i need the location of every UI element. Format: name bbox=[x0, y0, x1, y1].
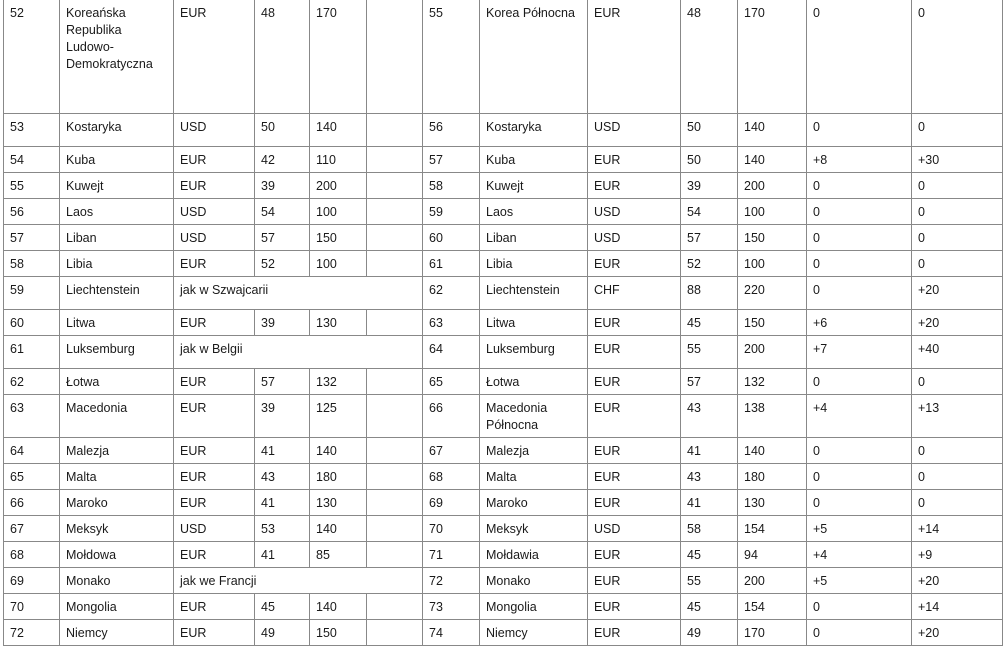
new-country-cell: Maroko bbox=[480, 490, 588, 516]
new-lp-cell: 71 bbox=[423, 542, 480, 568]
old-lp-cell: 58 bbox=[4, 251, 60, 277]
new-lp-cell: 59 bbox=[423, 199, 480, 225]
new-lp-cell: 74 bbox=[423, 620, 480, 646]
table-row bbox=[4, 542, 1003, 568]
new-hotel-limit-cell: 220 bbox=[738, 277, 807, 310]
old-currency-cell: EUR bbox=[174, 620, 255, 646]
new-daily-allowance-cell: 48 bbox=[681, 0, 738, 114]
old-daily-allowance-cell: 54 bbox=[255, 199, 310, 225]
old-lp-cell: 57 bbox=[4, 225, 60, 251]
old-lp-cell: 53 bbox=[4, 114, 60, 147]
new-daily-allowance-cell: 58 bbox=[681, 516, 738, 542]
diff-hotel-limit-cell: 0 bbox=[912, 114, 1003, 147]
old-country-cell: Malta bbox=[60, 464, 174, 490]
old-hotel-limit-cell: 140 bbox=[310, 114, 367, 147]
diff-hotel-limit-cell: +9 bbox=[912, 542, 1003, 568]
diff-hotel-limit-cell: +20 bbox=[912, 277, 1003, 310]
new-currency-cell: USD bbox=[588, 114, 681, 147]
old-currency-cell: EUR bbox=[174, 147, 255, 173]
new-currency-cell: EUR bbox=[588, 310, 681, 336]
old-country-cell: Kuba bbox=[60, 147, 174, 173]
new-country-cell: Liban bbox=[480, 225, 588, 251]
old-lp-cell: 66 bbox=[4, 490, 60, 516]
old-currency-cell: EUR bbox=[174, 438, 255, 464]
table-row bbox=[4, 225, 1003, 251]
diff-daily-allowance-cell: 0 bbox=[807, 594, 912, 620]
new-hotel-limit-cell: 100 bbox=[738, 251, 807, 277]
old-daily-allowance-cell: 45 bbox=[255, 594, 310, 620]
old-hotel-limit-cell: 140 bbox=[310, 438, 367, 464]
table-row bbox=[4, 277, 1003, 310]
old-lp-cell: 63 bbox=[4, 395, 60, 438]
new-hotel-limit-cell: 100 bbox=[738, 199, 807, 225]
new-lp-cell: 60 bbox=[423, 225, 480, 251]
diff-daily-allowance-cell: +5 bbox=[807, 568, 912, 594]
old-hotel-limit-cell: 130 bbox=[310, 310, 367, 336]
old-daily-allowance-cell: 57 bbox=[255, 225, 310, 251]
old-daily-allowance-cell: 53 bbox=[255, 516, 310, 542]
old-lp-cell: 52 bbox=[4, 0, 60, 114]
old-hotel-limit-cell: 100 bbox=[310, 199, 367, 225]
new-currency-cell: EUR bbox=[588, 542, 681, 568]
new-daily-allowance-cell: 50 bbox=[681, 114, 738, 147]
new-country-cell: Kostaryka bbox=[480, 114, 588, 147]
new-daily-allowance-cell: 41 bbox=[681, 490, 738, 516]
new-hotel-limit-cell: 154 bbox=[738, 594, 807, 620]
new-daily-allowance-cell: 43 bbox=[681, 395, 738, 438]
new-hotel-limit-cell: 140 bbox=[738, 114, 807, 147]
rates-table bbox=[3, 0, 1003, 646]
old-daily-allowance-cell: 52 bbox=[255, 251, 310, 277]
old-currency-cell: USD bbox=[174, 199, 255, 225]
new-lp-cell: 63 bbox=[423, 310, 480, 336]
new-lp-cell: 58 bbox=[423, 173, 480, 199]
old-lp-cell: 62 bbox=[4, 369, 60, 395]
old-country-cell: Monako bbox=[60, 568, 174, 594]
old-hotel-limit-cell: 130 bbox=[310, 490, 367, 516]
new-country-cell: Korea Północna bbox=[480, 0, 588, 114]
new-currency-cell: EUR bbox=[588, 594, 681, 620]
table-row bbox=[4, 114, 1003, 147]
old-daily-allowance-cell: 41 bbox=[255, 438, 310, 464]
new-currency-cell: EUR bbox=[588, 490, 681, 516]
spacer-cell bbox=[367, 594, 423, 620]
spacer-cell bbox=[367, 173, 423, 199]
diff-daily-allowance-cell: 0 bbox=[807, 369, 912, 395]
diff-hotel-limit-cell: 0 bbox=[912, 251, 1003, 277]
new-hotel-limit-cell: 200 bbox=[738, 568, 807, 594]
table-row bbox=[4, 620, 1003, 646]
new-daily-allowance-cell: 43 bbox=[681, 464, 738, 490]
new-currency-cell: EUR bbox=[588, 147, 681, 173]
diff-daily-allowance-cell: 0 bbox=[807, 464, 912, 490]
table-row bbox=[4, 173, 1003, 199]
diff-daily-allowance-cell: 0 bbox=[807, 225, 912, 251]
new-lp-cell: 65 bbox=[423, 369, 480, 395]
old-hotel-limit-cell: 140 bbox=[310, 516, 367, 542]
diff-daily-allowance-cell: +4 bbox=[807, 542, 912, 568]
new-country-cell: Laos bbox=[480, 199, 588, 225]
old-currency-cell: EUR bbox=[174, 369, 255, 395]
new-currency-cell: EUR bbox=[588, 369, 681, 395]
old-country-cell: Meksyk bbox=[60, 516, 174, 542]
diff-hotel-limit-cell: +30 bbox=[912, 147, 1003, 173]
new-daily-allowance-cell: 41 bbox=[681, 438, 738, 464]
spacer-cell bbox=[367, 464, 423, 490]
new-hotel-limit-cell: 150 bbox=[738, 310, 807, 336]
old-lp-cell: 65 bbox=[4, 464, 60, 490]
old-hotel-limit-cell: 150 bbox=[310, 225, 367, 251]
old-country-cell: Libia bbox=[60, 251, 174, 277]
old-daily-allowance-cell: 42 bbox=[255, 147, 310, 173]
old-currency-cell: EUR bbox=[174, 0, 255, 114]
table-row bbox=[4, 310, 1003, 336]
new-hotel-limit-cell: 140 bbox=[738, 147, 807, 173]
new-lp-cell: 70 bbox=[423, 516, 480, 542]
new-daily-allowance-cell: 88 bbox=[681, 277, 738, 310]
old-daily-allowance-cell: 49 bbox=[255, 620, 310, 646]
new-daily-allowance-cell: 45 bbox=[681, 310, 738, 336]
old-country-cell: Łotwa bbox=[60, 369, 174, 395]
table-row bbox=[4, 251, 1003, 277]
diff-hotel-limit-cell: 0 bbox=[912, 438, 1003, 464]
old-lp-cell: 60 bbox=[4, 310, 60, 336]
diff-daily-allowance-cell: 0 bbox=[807, 114, 912, 147]
new-country-cell: Mongolia bbox=[480, 594, 588, 620]
old-country-cell: Luksemburg bbox=[60, 336, 174, 369]
diff-hotel-limit-cell: 0 bbox=[912, 0, 1003, 114]
old-lp-cell: 54 bbox=[4, 147, 60, 173]
old-country-cell: Malezja bbox=[60, 438, 174, 464]
table-row bbox=[4, 568, 1003, 594]
spacer-cell bbox=[367, 310, 423, 336]
new-currency-cell: EUR bbox=[588, 620, 681, 646]
reference-note-cell: jak w Belgii bbox=[174, 336, 423, 369]
old-daily-allowance-cell: 41 bbox=[255, 542, 310, 568]
new-country-cell: Kuwejt bbox=[480, 173, 588, 199]
spacer-cell bbox=[367, 620, 423, 646]
new-daily-allowance-cell: 49 bbox=[681, 620, 738, 646]
diff-hotel-limit-cell: +20 bbox=[912, 620, 1003, 646]
spacer-cell bbox=[367, 114, 423, 147]
new-country-cell: Liechtenstein bbox=[480, 277, 588, 310]
new-currency-cell: EUR bbox=[588, 336, 681, 369]
old-hotel-limit-cell: 150 bbox=[310, 620, 367, 646]
diff-hotel-limit-cell: 0 bbox=[912, 199, 1003, 225]
old-lp-cell: 59 bbox=[4, 277, 60, 310]
old-country-cell: Koreańska Republika Ludowo-Demokratyczna bbox=[60, 0, 174, 114]
old-lp-cell: 67 bbox=[4, 516, 60, 542]
new-country-cell: Malezja bbox=[480, 438, 588, 464]
new-lp-cell: 72 bbox=[423, 568, 480, 594]
diff-daily-allowance-cell: 0 bbox=[807, 251, 912, 277]
table-row bbox=[4, 395, 1003, 438]
spacer-cell bbox=[367, 395, 423, 438]
new-country-cell: Mołdawia bbox=[480, 542, 588, 568]
old-daily-allowance-cell: 43 bbox=[255, 464, 310, 490]
diff-daily-allowance-cell: +4 bbox=[807, 395, 912, 438]
old-hotel-limit-cell: 132 bbox=[310, 369, 367, 395]
spacer-cell bbox=[367, 147, 423, 173]
new-country-cell: Macedonia Północna bbox=[480, 395, 588, 438]
old-currency-cell: EUR bbox=[174, 251, 255, 277]
old-country-cell: Macedonia bbox=[60, 395, 174, 438]
table-row bbox=[4, 147, 1003, 173]
new-currency-cell: EUR bbox=[588, 464, 681, 490]
old-currency-cell: EUR bbox=[174, 464, 255, 490]
old-currency-cell: USD bbox=[174, 114, 255, 147]
new-hotel-limit-cell: 94 bbox=[738, 542, 807, 568]
old-lp-cell: 72 bbox=[4, 620, 60, 646]
new-daily-allowance-cell: 54 bbox=[681, 199, 738, 225]
old-currency-cell: EUR bbox=[174, 542, 255, 568]
spacer-cell bbox=[367, 225, 423, 251]
new-daily-allowance-cell: 45 bbox=[681, 542, 738, 568]
new-daily-allowance-cell: 50 bbox=[681, 147, 738, 173]
diff-hotel-limit-cell: +14 bbox=[912, 594, 1003, 620]
diff-hotel-limit-cell: 0 bbox=[912, 225, 1003, 251]
new-lp-cell: 61 bbox=[423, 251, 480, 277]
diff-hotel-limit-cell: +40 bbox=[912, 336, 1003, 369]
table-row bbox=[4, 369, 1003, 395]
old-lp-cell: 61 bbox=[4, 336, 60, 369]
spacer-cell bbox=[367, 516, 423, 542]
new-currency-cell: USD bbox=[588, 225, 681, 251]
old-country-cell: Niemcy bbox=[60, 620, 174, 646]
new-lp-cell: 66 bbox=[423, 395, 480, 438]
diff-daily-allowance-cell: 0 bbox=[807, 438, 912, 464]
old-hotel-limit-cell: 180 bbox=[310, 464, 367, 490]
new-currency-cell: USD bbox=[588, 516, 681, 542]
new-daily-allowance-cell: 55 bbox=[681, 336, 738, 369]
new-currency-cell: EUR bbox=[588, 0, 681, 114]
old-lp-cell: 55 bbox=[4, 173, 60, 199]
diff-hotel-limit-cell: +20 bbox=[912, 310, 1003, 336]
new-hotel-limit-cell: 140 bbox=[738, 438, 807, 464]
new-currency-cell: EUR bbox=[588, 395, 681, 438]
old-daily-allowance-cell: 57 bbox=[255, 369, 310, 395]
new-currency-cell: EUR bbox=[588, 568, 681, 594]
old-currency-cell: EUR bbox=[174, 395, 255, 438]
new-daily-allowance-cell: 52 bbox=[681, 251, 738, 277]
diff-daily-allowance-cell: +6 bbox=[807, 310, 912, 336]
table-row bbox=[4, 199, 1003, 225]
diff-daily-allowance-cell: +7 bbox=[807, 336, 912, 369]
new-country-cell: Meksyk bbox=[480, 516, 588, 542]
old-lp-cell: 70 bbox=[4, 594, 60, 620]
table-body bbox=[4, 0, 1003, 646]
table-row bbox=[4, 464, 1003, 490]
old-hotel-limit-cell: 125 bbox=[310, 395, 367, 438]
new-country-cell: Malta bbox=[480, 464, 588, 490]
new-lp-cell: 56 bbox=[423, 114, 480, 147]
table-row bbox=[4, 438, 1003, 464]
new-hotel-limit-cell: 132 bbox=[738, 369, 807, 395]
new-country-cell: Luksemburg bbox=[480, 336, 588, 369]
new-hotel-limit-cell: 170 bbox=[738, 0, 807, 114]
old-daily-allowance-cell: 39 bbox=[255, 310, 310, 336]
new-lp-cell: 64 bbox=[423, 336, 480, 369]
diff-daily-allowance-cell: +8 bbox=[807, 147, 912, 173]
diff-daily-allowance-cell: 0 bbox=[807, 490, 912, 516]
new-country-cell: Kuba bbox=[480, 147, 588, 173]
old-country-cell: Kuwejt bbox=[60, 173, 174, 199]
new-currency-cell: CHF bbox=[588, 277, 681, 310]
old-daily-allowance-cell: 39 bbox=[255, 173, 310, 199]
spacer-cell bbox=[367, 490, 423, 516]
new-hotel-limit-cell: 200 bbox=[738, 173, 807, 199]
old-country-cell: Mongolia bbox=[60, 594, 174, 620]
spacer-cell bbox=[367, 199, 423, 225]
old-daily-allowance-cell: 48 bbox=[255, 0, 310, 114]
new-hotel-limit-cell: 150 bbox=[738, 225, 807, 251]
diff-hotel-limit-cell: 0 bbox=[912, 464, 1003, 490]
old-hotel-limit-cell: 140 bbox=[310, 594, 367, 620]
old-hotel-limit-cell: 100 bbox=[310, 251, 367, 277]
old-country-cell: Liechtenstein bbox=[60, 277, 174, 310]
new-hotel-limit-cell: 170 bbox=[738, 620, 807, 646]
new-hotel-limit-cell: 130 bbox=[738, 490, 807, 516]
table-row bbox=[4, 336, 1003, 369]
new-country-cell: Monako bbox=[480, 568, 588, 594]
new-lp-cell: 68 bbox=[423, 464, 480, 490]
old-country-cell: Laos bbox=[60, 199, 174, 225]
old-lp-cell: 69 bbox=[4, 568, 60, 594]
spacer-cell bbox=[367, 438, 423, 464]
old-lp-cell: 68 bbox=[4, 542, 60, 568]
old-hotel-limit-cell: 110 bbox=[310, 147, 367, 173]
old-country-cell: Maroko bbox=[60, 490, 174, 516]
new-daily-allowance-cell: 57 bbox=[681, 225, 738, 251]
reference-note-cell: jak w Szwajcarii bbox=[174, 277, 423, 310]
spacer-cell bbox=[367, 251, 423, 277]
new-country-cell: Łotwa bbox=[480, 369, 588, 395]
old-hotel-limit-cell: 200 bbox=[310, 173, 367, 199]
old-currency-cell: USD bbox=[174, 516, 255, 542]
new-lp-cell: 55 bbox=[423, 0, 480, 114]
spacer-cell bbox=[367, 542, 423, 568]
old-currency-cell: EUR bbox=[174, 594, 255, 620]
old-hotel-limit-cell: 85 bbox=[310, 542, 367, 568]
new-currency-cell: EUR bbox=[588, 173, 681, 199]
old-country-cell: Kostaryka bbox=[60, 114, 174, 147]
diff-daily-allowance-cell: 0 bbox=[807, 0, 912, 114]
new-lp-cell: 57 bbox=[423, 147, 480, 173]
old-country-cell: Liban bbox=[60, 225, 174, 251]
table-row bbox=[4, 0, 1003, 114]
old-currency-cell: EUR bbox=[174, 490, 255, 516]
spacer-cell bbox=[367, 369, 423, 395]
diff-hotel-limit-cell: 0 bbox=[912, 369, 1003, 395]
new-currency-cell: EUR bbox=[588, 251, 681, 277]
old-daily-allowance-cell: 50 bbox=[255, 114, 310, 147]
spacer-cell bbox=[367, 0, 423, 114]
diff-daily-allowance-cell: 0 bbox=[807, 199, 912, 225]
table-row bbox=[4, 490, 1003, 516]
new-daily-allowance-cell: 57 bbox=[681, 369, 738, 395]
old-country-cell: Litwa bbox=[60, 310, 174, 336]
reference-note-cell: jak we Francji bbox=[174, 568, 423, 594]
diff-hotel-limit-cell: +20 bbox=[912, 568, 1003, 594]
old-lp-cell: 56 bbox=[4, 199, 60, 225]
diff-daily-allowance-cell: 0 bbox=[807, 173, 912, 199]
new-lp-cell: 69 bbox=[423, 490, 480, 516]
new-currency-cell: USD bbox=[588, 199, 681, 225]
old-daily-allowance-cell: 41 bbox=[255, 490, 310, 516]
old-lp-cell: 64 bbox=[4, 438, 60, 464]
new-lp-cell: 62 bbox=[423, 277, 480, 310]
diff-hotel-limit-cell: +13 bbox=[912, 395, 1003, 438]
new-lp-cell: 73 bbox=[423, 594, 480, 620]
diff-daily-allowance-cell: 0 bbox=[807, 277, 912, 310]
old-hotel-limit-cell: 170 bbox=[310, 0, 367, 114]
diff-hotel-limit-cell: +14 bbox=[912, 516, 1003, 542]
old-currency-cell: EUR bbox=[174, 173, 255, 199]
new-currency-cell: EUR bbox=[588, 438, 681, 464]
new-lp-cell: 67 bbox=[423, 438, 480, 464]
old-currency-cell: USD bbox=[174, 225, 255, 251]
old-country-cell: Mołdowa bbox=[60, 542, 174, 568]
table-row bbox=[4, 516, 1003, 542]
diff-daily-allowance-cell: +5 bbox=[807, 516, 912, 542]
new-hotel-limit-cell: 200 bbox=[738, 336, 807, 369]
new-hotel-limit-cell: 138 bbox=[738, 395, 807, 438]
table-row bbox=[4, 594, 1003, 620]
old-daily-allowance-cell: 39 bbox=[255, 395, 310, 438]
old-currency-cell: EUR bbox=[174, 310, 255, 336]
diff-daily-allowance-cell: 0 bbox=[807, 620, 912, 646]
new-country-cell: Niemcy bbox=[480, 620, 588, 646]
diff-hotel-limit-cell: 0 bbox=[912, 173, 1003, 199]
new-daily-allowance-cell: 55 bbox=[681, 568, 738, 594]
new-daily-allowance-cell: 45 bbox=[681, 594, 738, 620]
new-hotel-limit-cell: 180 bbox=[738, 464, 807, 490]
diff-hotel-limit-cell: 0 bbox=[912, 490, 1003, 516]
new-daily-allowance-cell: 39 bbox=[681, 173, 738, 199]
new-country-cell: Libia bbox=[480, 251, 588, 277]
new-country-cell: Litwa bbox=[480, 310, 588, 336]
new-hotel-limit-cell: 154 bbox=[738, 516, 807, 542]
